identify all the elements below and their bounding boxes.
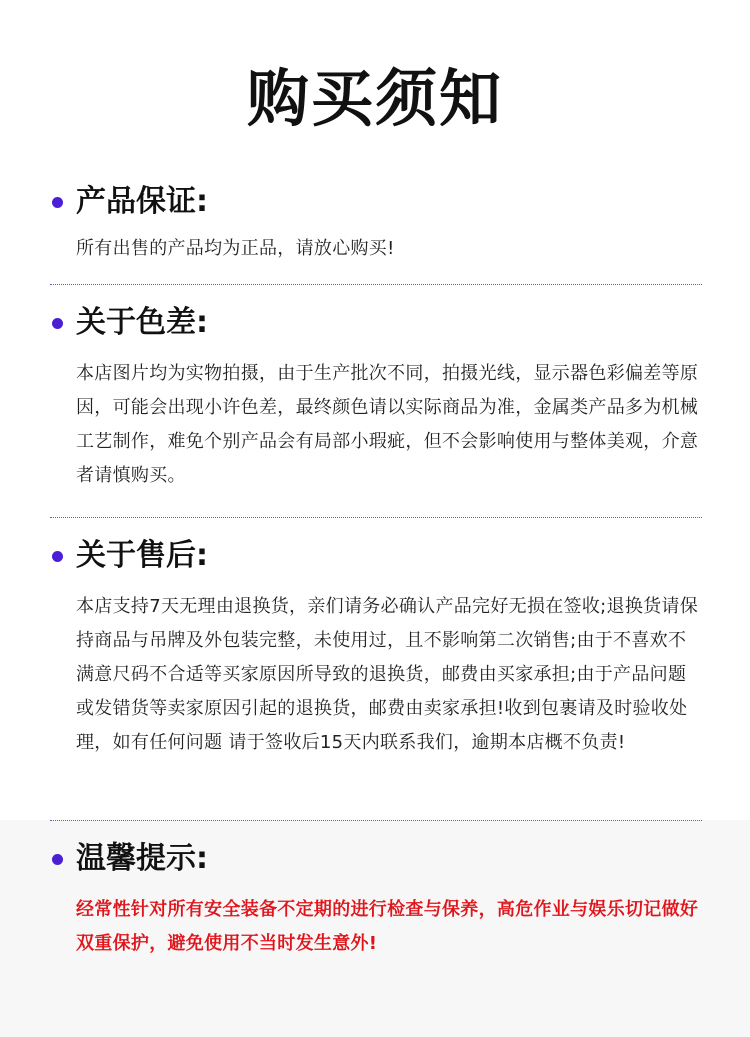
section-body: 所有出售的产品均为正品，请放心购买! — [76, 238, 395, 259]
section-warm-tips — [50, 839, 700, 961]
section-color-difference — [50, 303, 700, 493]
section-body: 本店支持7天无理由退换货，亲们请务必确认产品完好无损在签收;退换货请保持商品与吊牌及外包装完整，未使用过，且不影响第二次销售;由于不喜欢不满意尺码不合适等买家原因所导致的退换货，邮费由买家承担;由于产品问题或发错货等卖家原因引起的退换货，邮费由卖家承担!收到包裹请及时验收处理，如有任何问题 请于签收后15天内联系我们，逾期本店概不负责! — [76, 596, 699, 753]
section-heading-label: 产品保证: — [76, 184, 208, 219]
section-after-sales — [50, 536, 700, 760]
section-heading — [50, 303, 700, 343]
divider — [50, 284, 702, 285]
divider — [50, 820, 702, 821]
section-heading-label: 关于售后: — [76, 538, 208, 573]
bullet-dot-icon — [52, 551, 63, 562]
page-title: 购买须知 — [246, 62, 503, 135]
section-heading — [50, 536, 700, 576]
bullet-dot-icon — [52, 854, 63, 865]
section-heading — [50, 182, 700, 222]
divider — [50, 517, 702, 518]
section-body: 本店图片均为实物拍摄，由于生产批次不同，拍摄光线，显示器色彩偏差等原因，可能会出现小许色差，最终颜色请以实际商品为准，金属类产品多为机械工艺制作，难免个别产品会有局部小瑕疵，但不会影响使用与整体美观，介意者请慎购买。 — [76, 363, 699, 486]
section-heading-label: 温馨提示: — [76, 841, 208, 876]
warning-body: 经常性针对所有安全装备不定期的进行检查与保养，高危作业与娱乐切记做好双重保护，避免使用不当时发生意外! — [76, 899, 699, 954]
section-heading — [50, 839, 700, 879]
bullet-dot-icon — [52, 197, 63, 208]
section-heading-label: 关于色差: — [76, 305, 208, 340]
section-product-guarantee — [50, 182, 700, 266]
bullet-dot-icon — [52, 318, 63, 329]
